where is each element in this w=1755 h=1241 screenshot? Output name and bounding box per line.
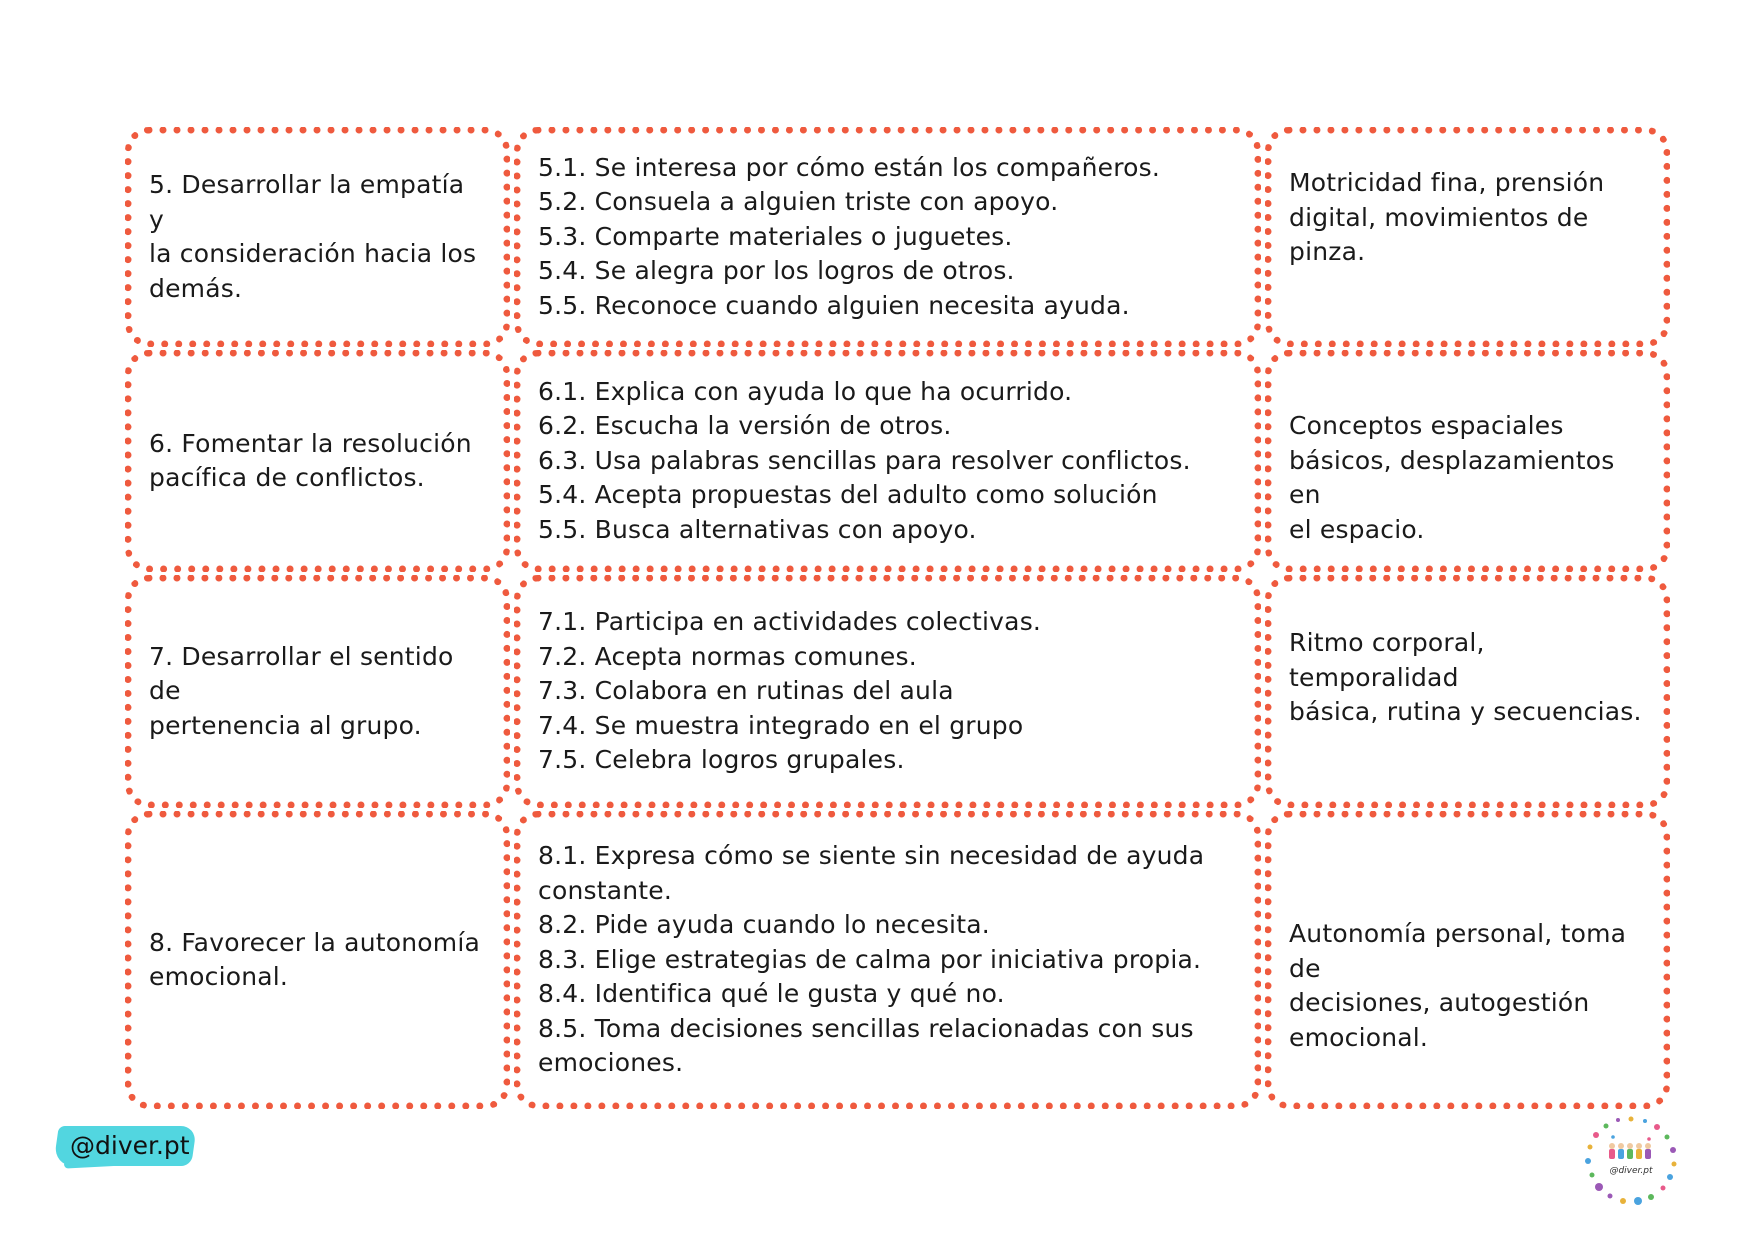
motor-text: Motricidad fina, prensión digital, movimientos de pinza.	[1289, 168, 1605, 266]
indicators-cell-8	[514, 811, 1261, 1109]
objective-text: 5. Desarrollar la empatía y la consideración hacia los demás.	[149, 170, 477, 303]
brand-handle: @diver.pt	[70, 1131, 190, 1160]
objective-cell-5	[125, 127, 510, 347]
children-figures-icon	[1609, 1143, 1651, 1159]
motor-text: Ritmo corporal, temporalidad básica, rutina y secuencias.	[1289, 628, 1642, 726]
dot-ring-icon	[1585, 1117, 1677, 1206]
indicators-text: 6.1. Explica con ayuda lo que ha ocurrido. 6.2. Escucha la versión de otros. 6.3. Usa palabras sencillas para resolver conflictos. 5.4. Acepta propuestas del adulto como solución 5.5. Busca alternativas con apoyo.	[538, 376, 1191, 544]
indicators-text: 5.1. Se interesa por cómo están los compañeros. 5.2. Consuela a alguien triste con apoyo. 5.3. Comparte materiales o juguetes. 5.4. Se alegra por los logros de otros. 5.5. Reconoce cuando alguien necesita ayuda.	[538, 152, 1160, 320]
objective-text: 6. Fomentar la resolución pacífica de conflictos.	[149, 428, 472, 492]
brand-tag	[56, 1122, 196, 1170]
motor-text: Autonomía personal, toma de decisiones, autogestión emocional.	[1289, 919, 1627, 1052]
objective-text: 8. Favorecer la autonomía emocional.	[149, 927, 480, 991]
motor-cell-5	[1265, 127, 1670, 347]
objective-cell-8	[125, 811, 510, 1109]
motor-cell-7	[1265, 575, 1670, 808]
objective-cell-7	[125, 575, 510, 808]
indicators-cell-5	[514, 127, 1261, 347]
objective-text: 7. Desarrollar el sentido de pertenencia al grupo.	[149, 641, 454, 740]
motor-cell-6	[1265, 350, 1670, 572]
objective-cell-6	[125, 350, 510, 572]
logo-handle-text: @diver.pt	[1609, 1166, 1653, 1176]
diver-logo	[1583, 1115, 1679, 1205]
indicators-cell-6	[514, 350, 1261, 572]
indicators-text: 7.1. Participa en actividades colectivas. 7.2. Acepta normas comunes. 7.3. Colabora en rutinas del aula 7.4. Se muestra integrado en el grupo 7.5. Celebra logros grupales.	[538, 607, 1042, 775]
logo-graphic	[1583, 1115, 1679, 1205]
motor-cell-8	[1265, 811, 1670, 1109]
motor-text: Conceptos espaciales básicos, desplazamientos en el espacio.	[1289, 411, 1615, 544]
indicators-text: 8.1. Expresa cómo se siente sin necesidad de ayuda constante. 8.2. Pide ayuda cuando lo necesita. 8.3. Elige estrategias de calma por iniciativa propia. 8.4. Identifica qué le gusta y qué no. 8.5. Toma decisiones sencillas relacionadas con sus emociones.	[538, 841, 1205, 1078]
indicators-cell-7	[514, 575, 1261, 808]
